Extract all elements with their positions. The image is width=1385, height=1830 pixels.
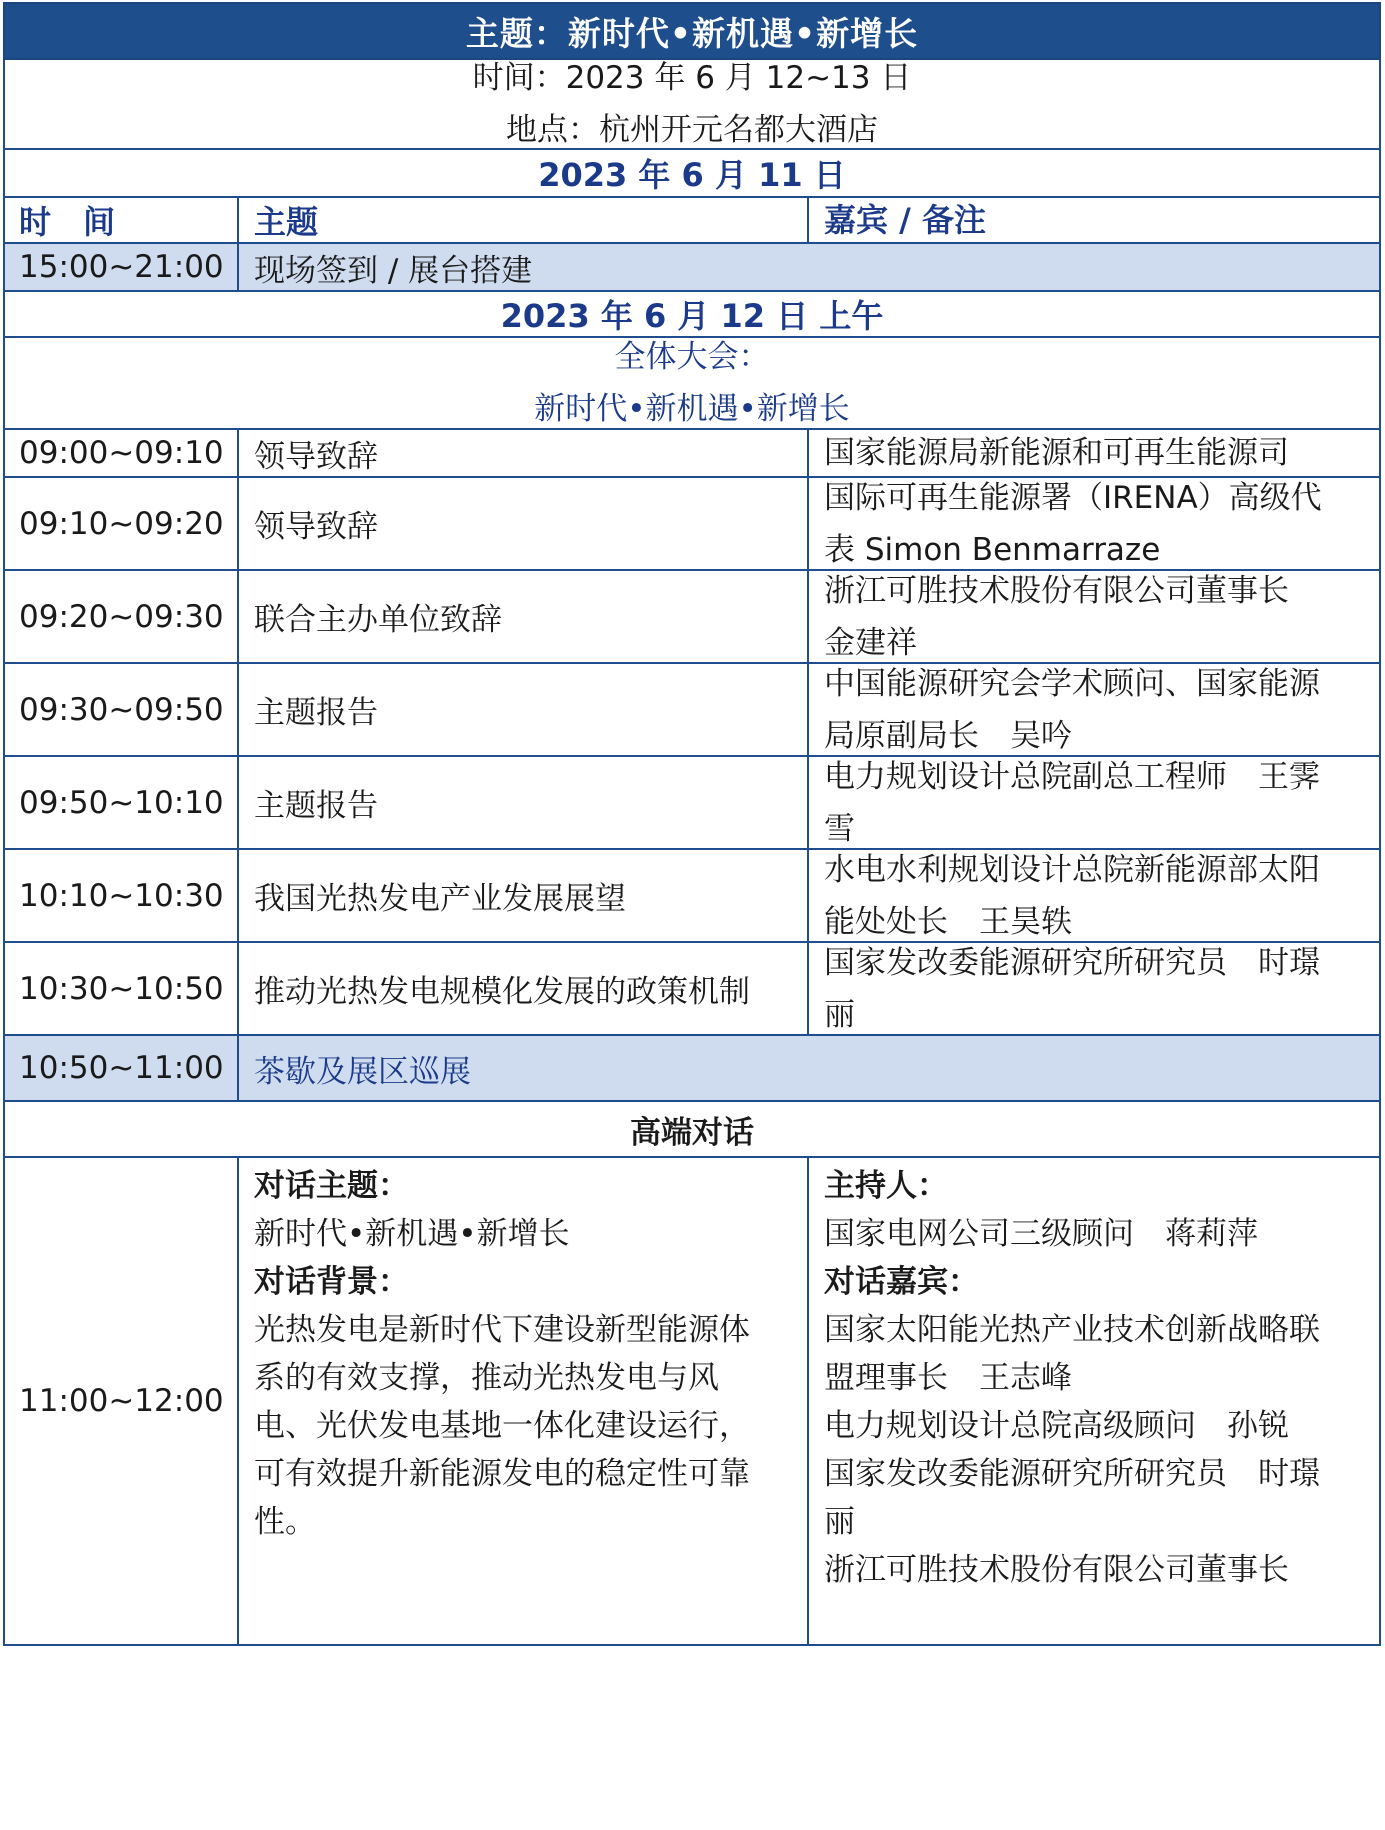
bg-line: 性。 — [254, 1504, 316, 1540]
table-row — [5, 943, 1379, 1036]
header-topic: 主题 — [239, 198, 809, 242]
guest-line: 中国能源研究会学术顾问、国家能源 — [824, 665, 1320, 702]
row-time: 09:20~09:30 — [5, 571, 239, 662]
venue-info — [5, 60, 1379, 150]
row-topic: 领导致辞 — [239, 478, 809, 569]
day1-date-row — [5, 150, 1379, 198]
guest-line: 国家太阳能光热产业技术创新战略联 — [824, 1312, 1320, 1348]
day1-date: 2023 年 6 月 11 日 — [538, 156, 846, 194]
row-guest — [809, 757, 1379, 848]
day2-date: 2023 年 6 月 12 日 上午 — [500, 297, 884, 335]
theme-banner: 主题：新时代•新机遇•新增长 — [3, 2, 1381, 60]
guest-line: 能处处长 王昊轶 — [824, 903, 1072, 940]
dialogue-topic-cell — [239, 1158, 809, 1644]
guest-line: 浙江可胜技术股份有限公司董事长 — [824, 1552, 1289, 1588]
guests-label: 对话嘉宾： — [824, 1264, 979, 1300]
dialogue-guest-cell — [809, 1158, 1379, 1644]
row-guest — [809, 850, 1379, 941]
event-time: 时间：2023 年 6 月 12~13 日 — [472, 60, 912, 96]
table-row — [5, 478, 1379, 571]
table-row — [5, 850, 1379, 943]
guest-line: 表 Simon Benmarraze — [824, 531, 1161, 568]
row-topic: 领导致辞 — [239, 430, 809, 476]
guest-line: 电力规划设计总院副总工程师 王霁 — [824, 758, 1320, 795]
row-time: 09:00~09:10 — [5, 430, 239, 476]
table-row — [5, 757, 1379, 850]
guest-line: 电力规划设计总院高级顾问 孙锐 — [824, 1408, 1289, 1444]
dialogue-title: 高端对话 — [630, 1114, 754, 1151]
table-row — [5, 664, 1379, 757]
row-guest — [809, 571, 1379, 662]
row-time: 09:10~09:20 — [5, 478, 239, 569]
guest-line: 国际可再生能源署（IRENA）高级代 — [824, 479, 1322, 516]
row-topic: 主题报告 — [239, 664, 809, 755]
plenary-title: 全体大会： — [614, 339, 770, 375]
row-topic: 主题报告 — [239, 757, 809, 848]
bg-line: 可有效提升新能源发电的稳定性可靠 — [254, 1456, 750, 1492]
break-topic: 茶歇及展区巡展 — [254, 1053, 471, 1090]
row-topic: 联合主办单位致辞 — [239, 571, 809, 662]
row-time: 09:50~10:10 — [5, 757, 239, 848]
guest-line: 国家能源局新能源和可再生能源司 — [824, 435, 1289, 471]
row-time: 09:30~09:50 — [5, 664, 239, 755]
row-topic: 推动光热发电规模化发展的政策机制 — [239, 943, 809, 1034]
bg-line: 光热发电是新时代下建设新型能源体 — [254, 1312, 750, 1348]
guest-line: 国家发改委能源研究所研究员 时璟 — [824, 1456, 1320, 1492]
row-guest — [809, 943, 1379, 1034]
dialogue-bg-label: 对话背景： — [254, 1264, 409, 1300]
break-row — [5, 1036, 1379, 1102]
row-guest — [809, 244, 1379, 290]
guest-line: 金建祥 — [824, 624, 917, 661]
row-guest — [809, 664, 1379, 755]
row-guest — [809, 430, 1379, 476]
dialogue-title-row — [5, 1102, 1379, 1158]
row-topic: 现场签到 / 展台搭建 — [254, 252, 533, 289]
guest-line: 丽 — [824, 996, 855, 1033]
guest-line: 盟理事长 王志峰 — [824, 1360, 1072, 1396]
row-time: 10:10~10:30 — [5, 850, 239, 941]
event-place: 地点：杭州开元名都大酒店 — [506, 112, 878, 148]
guest-line: 局原副局长 吴吟 — [824, 717, 1072, 754]
agenda-table — [3, 60, 1381, 1646]
guest-line: 雪 — [824, 810, 855, 847]
plenary-row — [5, 338, 1379, 430]
guest-line: 水电水利规划设计总院新能源部太阳 — [824, 851, 1320, 888]
table-row — [5, 244, 1379, 292]
header-guest: 嘉宾 / 备注 — [824, 201, 986, 239]
guest-line: 国家发改委能源研究所研究员 时璟 — [824, 944, 1320, 981]
bg-line: 电、光伏发电基地一体化建设运行， — [254, 1408, 750, 1444]
dialogue-topic-label: 对话主题： — [254, 1168, 409, 1204]
row-time: 15:00~21:00 — [5, 244, 239, 290]
table-row — [5, 571, 1379, 664]
guest-line: 丽 — [824, 1504, 855, 1540]
row-guest — [809, 478, 1379, 569]
agenda-page — [3, 2, 1381, 1646]
row-topic: 我国光热发电产业发展展望 — [239, 850, 809, 941]
header-row — [5, 198, 1379, 244]
host-value: 国家电网公司三级顾问 蒋莉萍 — [824, 1216, 1258, 1252]
dialogue-topic-value: 新时代•新机遇•新增长 — [254, 1216, 570, 1252]
dialogue-row — [5, 1158, 1379, 1646]
plenary-theme: 新时代•新机遇•新增长 — [534, 391, 850, 427]
header-time: 时 间 — [5, 198, 239, 242]
host-label: 主持人： — [824, 1168, 948, 1204]
guest-line: 浙江可胜技术股份有限公司董事长 — [824, 572, 1289, 609]
bg-line: 系的有效支撑，推动光热发电与风 — [254, 1360, 719, 1396]
row-time: 10:30~10:50 — [5, 943, 239, 1034]
break-time: 10:50~11:00 — [5, 1036, 239, 1100]
dialogue-time: 11:00~12:00 — [5, 1158, 239, 1644]
